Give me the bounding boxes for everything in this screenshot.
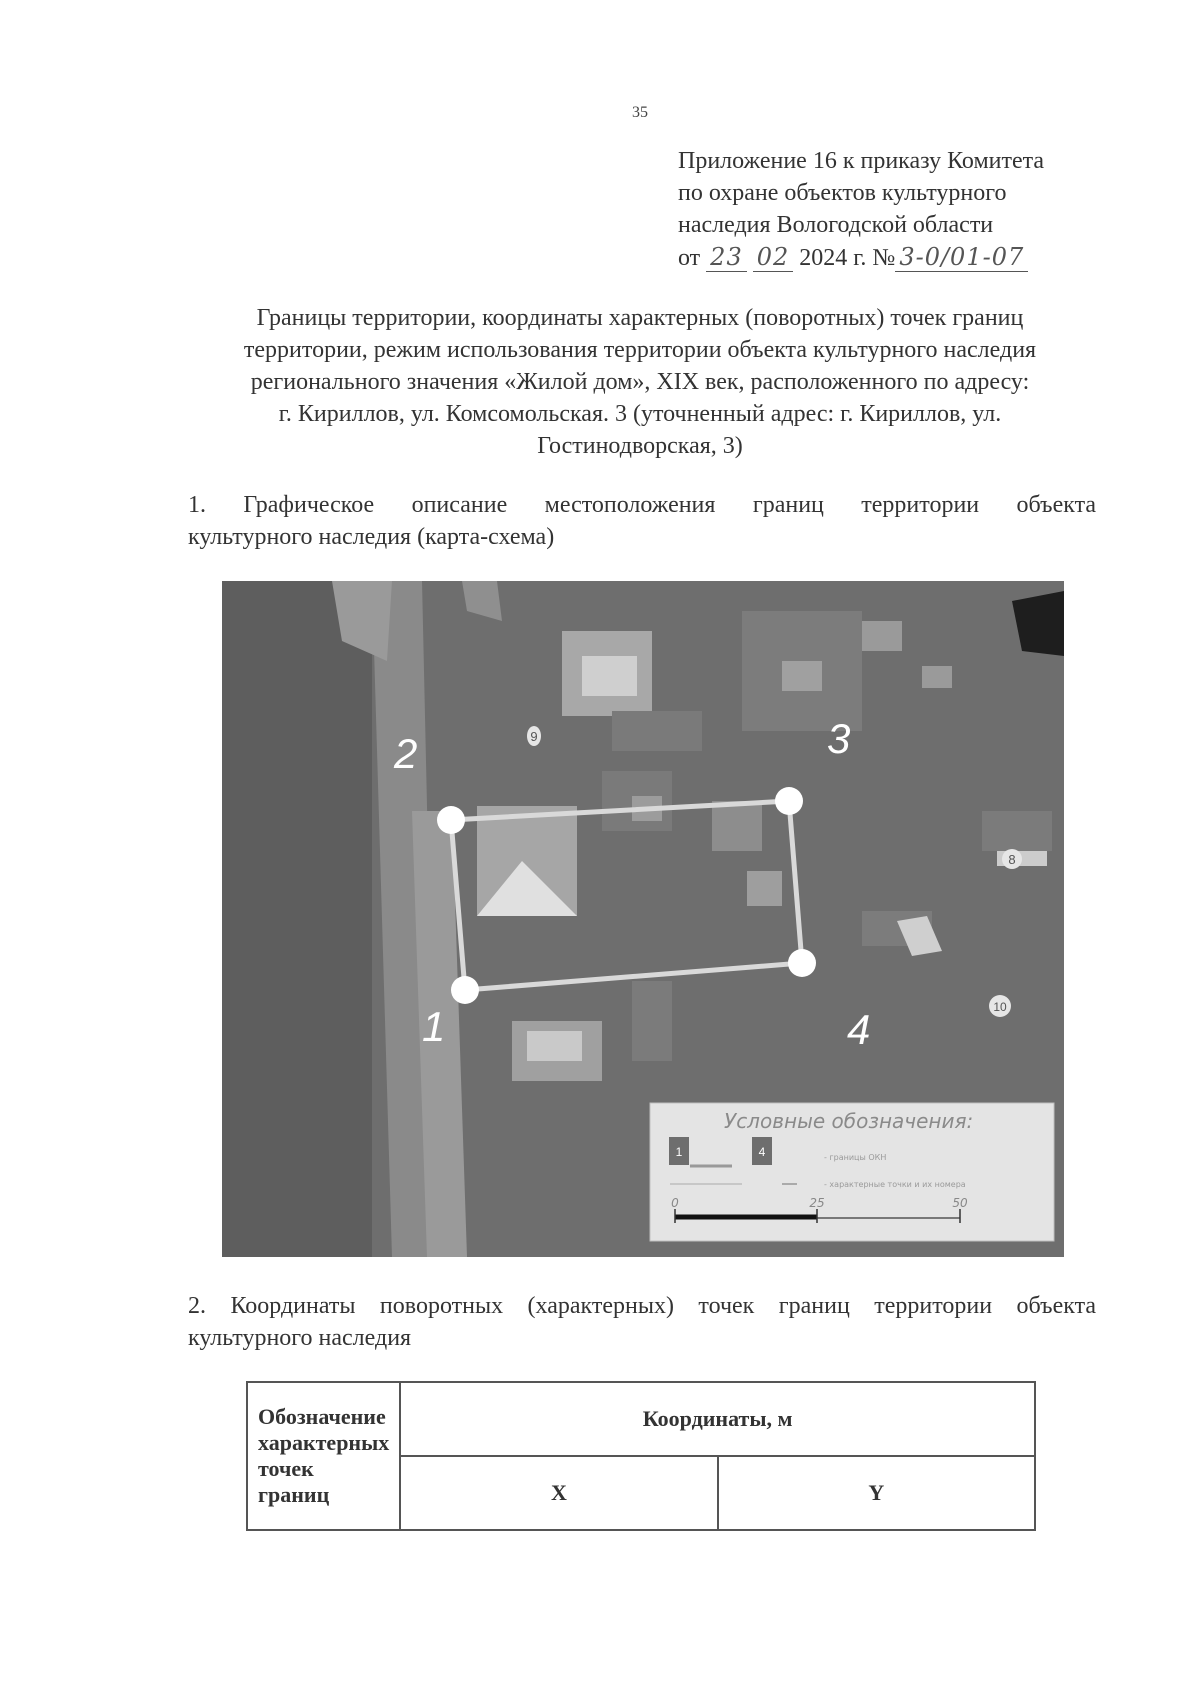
point-label-4: 4 bbox=[847, 1006, 871, 1053]
date-prefix: от bbox=[678, 245, 701, 271]
scale-tick-25: 25 bbox=[809, 1196, 825, 1210]
designation-header: Обозначение характерных точек границ bbox=[247, 1382, 400, 1530]
x-header: X bbox=[400, 1456, 717, 1530]
section-1-line-2: культурного наследия (карта-схема) bbox=[188, 524, 555, 550]
svg-text:4: 4 bbox=[758, 1145, 766, 1159]
point-label-1: 1 bbox=[422, 1003, 446, 1050]
svg-text:9: 9 bbox=[530, 729, 538, 744]
svg-text:10: 10 bbox=[993, 1000, 1007, 1014]
boundary-point-4 bbox=[788, 949, 816, 977]
section-2-line-1: 2. Координаты поворотных (характерных) точек границ территории объекта bbox=[188, 1293, 1096, 1319]
building-number-8 bbox=[1002, 849, 1022, 869]
coordinates-header: Координаты, м bbox=[400, 1382, 1035, 1456]
appendix-header bbox=[678, 145, 1044, 274]
building-number-9 bbox=[527, 726, 541, 746]
appendix-line-1: Приложение 16 к приказу Комитета bbox=[678, 148, 1045, 174]
title-line-1: Границы территории, координаты характерных (поворотных) точек границ bbox=[256, 305, 1024, 331]
appendix-line-2: по охране объектов культурного bbox=[678, 180, 1007, 206]
point-label-3: 3 bbox=[827, 715, 851, 762]
date-day: 23 bbox=[706, 243, 747, 272]
page-number: 35 bbox=[632, 104, 648, 121]
appendix-line-3: наследия Вологодской области bbox=[678, 212, 994, 238]
legend-title: Условные обозначения: bbox=[724, 1109, 974, 1133]
section-1-heading bbox=[188, 489, 1096, 553]
svg-text:1: 1 bbox=[675, 1145, 683, 1159]
point-label-2: 2 bbox=[394, 730, 418, 777]
coordinates-table bbox=[246, 1381, 1036, 1531]
building-number-10 bbox=[989, 995, 1011, 1017]
y-header: Y bbox=[718, 1456, 1035, 1530]
title-line-4: г. Кириллов, ул. Комсомольская. 3 (уточненный адрес: г. Кириллов, ул. bbox=[278, 401, 1002, 427]
title-line-5: Гостинодворская, 3) bbox=[537, 433, 743, 459]
document-title bbox=[170, 302, 1110, 462]
legend-row-2-text: - характерные точки и их номера bbox=[824, 1180, 966, 1189]
table-header-row-1 bbox=[247, 1382, 1035, 1456]
title-line-3: регионального значения «Жилой дом», XIX век, расположенного по адресу: bbox=[250, 369, 1030, 395]
boundary-point-3 bbox=[775, 787, 803, 815]
svg-text:8: 8 bbox=[1008, 852, 1016, 867]
boundary-point-2 bbox=[437, 806, 465, 834]
date-month: 02 bbox=[753, 243, 794, 272]
scale-tick-50: 50 bbox=[952, 1196, 968, 1210]
boundary-point-1 bbox=[451, 976, 479, 1004]
title-line-2: территории, режим использования территории объекта культурного наследия bbox=[243, 337, 1037, 363]
section-2-heading bbox=[188, 1290, 1096, 1354]
section-2-line-2: культурного наследия bbox=[188, 1325, 412, 1351]
site-map bbox=[222, 581, 1064, 1257]
appendix-date-line bbox=[678, 241, 1044, 274]
map-legend bbox=[650, 1103, 1054, 1241]
legend-row-1-text: - границы ОКН bbox=[824, 1153, 887, 1162]
order-number: 3-0/01-07 bbox=[895, 243, 1028, 272]
date-year: 2024 г. № bbox=[799, 245, 896, 271]
scale-tick-0: 0 bbox=[671, 1196, 679, 1210]
section-1-line-1: 1. Графическое описание местоположения границ территории объекта bbox=[188, 492, 1096, 518]
